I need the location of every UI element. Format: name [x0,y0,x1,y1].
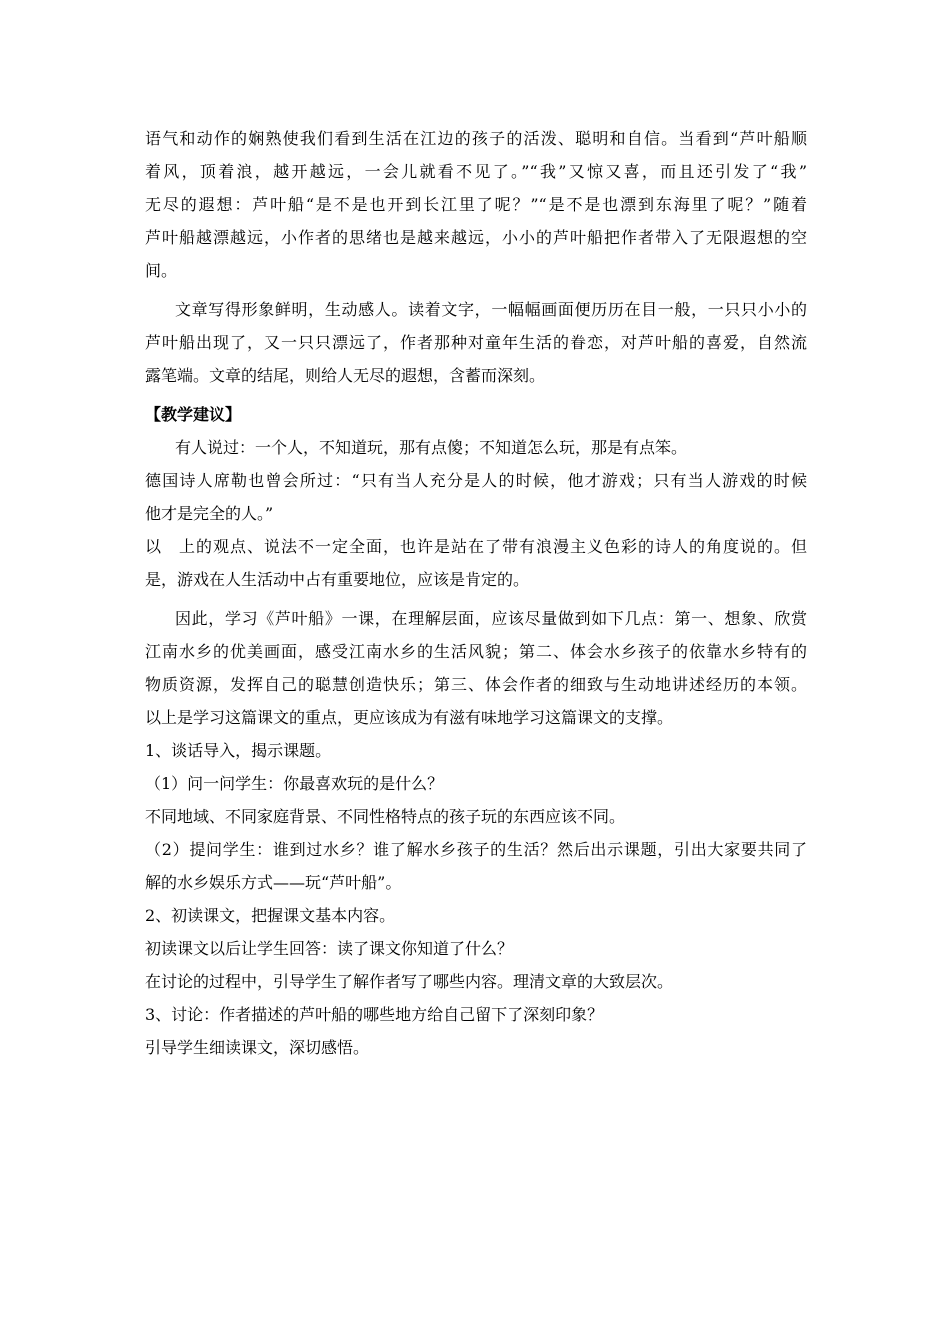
step-note: 初读课文以后让学生回答：读了课文你知道了什么？ [145,939,514,958]
paragraph-line: 以 上的观点、说法不一定全面，也许是站在了带有浪漫主义色彩的诗人的角度说的。但 [145,537,807,556]
paragraph-line: 物质资源，发挥自己的聪慧创造快乐；第三、体会作者的细致与生动地讲述经历的本领。 [145,675,807,694]
paragraph-line: 露笔端。文章的结尾，则给人无尽的遐想，含蓄而深刻。 [145,366,546,385]
step-note: 在讨论的过程中，引导学生了解作者写了哪些内容。理清文章的大致层次。 [145,972,674,991]
step-title: 3、讨论：作者描述的芦叶船的哪些地方给自己留下了深刻印象？ [145,1005,604,1024]
paragraph-line: 他才是完全的人。” [145,504,274,523]
paragraph-line: 以上是学习这篇课文的重点，更应该成为有滋有味地学习这篇课文的支撑。 [145,708,674,727]
paragraph-line: 芦叶船越漂越远，小作者的思绪也是越来越远，小小的芦叶船把作者带入了无限遐想的空 [145,228,807,247]
step-note: 不同地域、不同家庭背景、不同性格特点的孩子玩的东西应该不同。 [145,807,626,826]
paragraph-2 [145,293,807,392]
paragraph-line: 间。 [145,261,178,280]
paragraph-line: 着风，顶着浪，越开越远，一会儿就看不见了。”“我”又惊又喜，而且还引发了“我” [145,162,807,181]
paragraph-line: 文章写得形象鲜明，生动感人。读着文字，一幅幅画面便历历在目一般，一只只小小的 [175,300,807,319]
step-question: （1）问一问学生：你最喜欢玩的是什么？ [145,774,444,793]
step-note: 引导学生细读课文，深切感悟。 [145,1038,370,1057]
paragraph-line: 无尽的遐想：芦叶船“是不是也开到长江里了呢？”“是不是也漂到东海里了呢？”随着 [145,195,807,214]
section-heading: 【教学建议】 [145,405,242,424]
paragraph-line: 德国诗人席勒也曾会所过：“只有当人充分是人的时候，他才游戏；只有当人游戏的时候 [145,471,807,490]
teaching-steps [145,734,807,1064]
step-title: 1、谈话导入，揭示课题。 [145,741,332,760]
paragraph-line: 芦叶船出现了，又一只只漂远了，作者那种对童年生活的眷恋，对芦叶船的喜爱，自然流 [145,333,807,352]
paragraph-line: 有人说过：一个人，不知道玩，那有点傻；不知道怎么玩，那是有点笨。 [175,438,688,457]
document-body [145,122,807,1064]
paragraph-line: 语气和动作的娴熟使我们看到生活在江边的孩子的活泼、聪明和自信。当看到“芦叶船顺 [145,129,807,148]
paragraph-line: 江南水乡的优美画面，感受江南水乡的生活风貌；第二、体会水乡孩子的依靠水乡特有的 [145,642,807,661]
paragraph-line: 是，游戏在人生活动中占有重要地位，应该是肯定的。 [145,570,530,589]
step-question: （2）提问学生：谁到过水乡？谁了解水乡孩子的生活？然后出示课题，引出大家要共同了 [145,840,807,859]
paragraph-line: 因此，学习《芦叶船》一课，在理解层面，应该尽量做到如下几点：第一、想象、欣赏 [175,609,807,628]
teaching-suggestions [145,431,807,734]
step-title: 2、初读课文，把握课文基本内容。 [145,906,396,925]
paragraph-1 [145,122,807,287]
step-question: 解的水乡娱乐方式——玩“芦叶船”。 [145,873,402,892]
